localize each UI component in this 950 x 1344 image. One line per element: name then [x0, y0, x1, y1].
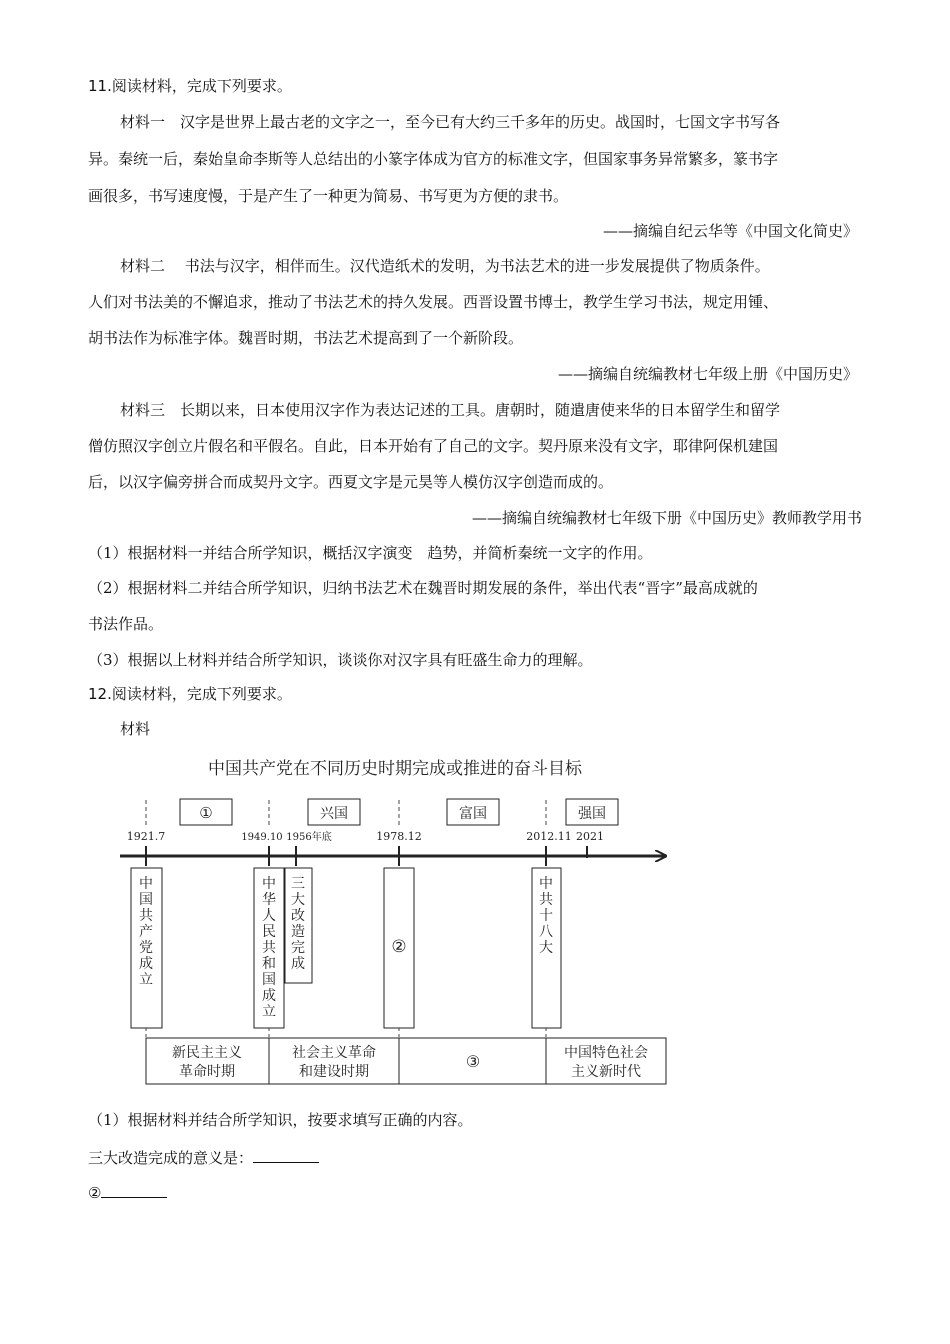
event-char: 十: [539, 908, 553, 924]
q11-m2-line-2: 人们对书法美的不懈追求，推动了书法艺术的持久发展。西晋设置书博士，教学生学习书法，规定用锺、: [88, 293, 779, 311]
q11-m1-line-1: 材料一 汉字是世界上最古老的文字之一，至今已有大约三千多年的历史。战国时，七国文字书写各: [120, 113, 781, 131]
q11-m3-line-1: 材料三 长期以来，日本使用汉字作为表达记述的工具。唐朝时，随遣唐使来华的日本留学生和留学: [120, 401, 781, 419]
event-label-1921: [139, 875, 153, 988]
q11-m1-line-3: 画很多，书写速度慢，于是产生了一种更为简易、书写更为方便的隶书。: [88, 187, 569, 205]
period-4-line-2: 主义新时代: [571, 1064, 641, 1080]
answer-blank-1[interactable]: [253, 1148, 319, 1163]
event-char: 立: [262, 1004, 276, 1020]
event-char: 国: [139, 892, 153, 908]
event-char: 中: [262, 876, 276, 892]
goal-label-3: 富国: [459, 806, 487, 822]
goal-label-1: ①: [199, 804, 213, 822]
event-char: 民: [262, 924, 276, 940]
period-2-line-1: 社会主义革命: [292, 1045, 376, 1061]
event-char: 造: [291, 924, 305, 940]
event-label-1956: [291, 876, 305, 972]
event-char: 完: [291, 940, 305, 956]
event-char: 成: [291, 956, 305, 972]
period-1-line-2: 革命时期: [179, 1064, 235, 1080]
q12-material-label: 材料: [120, 720, 151, 738]
event-char: 产: [139, 924, 153, 940]
q11-m2-line-1: 材料二 书法与汉字，相伴而生。汉代造纸术的发明，为书法艺术的进一步发展提供了物质条件。: [120, 257, 770, 275]
q11-m3-line-3: 后，以汉字偏旁拼合而成契丹文字。西夏文字是元昊等人模仿汉字创造而成的。: [88, 473, 614, 491]
event-char: 人: [262, 908, 276, 924]
timeline-figure: [0, 748, 950, 1093]
q12-number: 12.: [88, 685, 112, 703]
q11-sub3: （3）根据以上材料并结合所学知识，谈谈你对汉字具有旺盛生命力的理解。: [88, 651, 593, 669]
q12-fill-2-label: ②: [88, 1184, 102, 1202]
event-label-1978: ②: [391, 937, 407, 957]
q11-sub2-line-2: 书法作品。: [88, 615, 164, 633]
period-1-line-1: 新民主主义: [172, 1045, 242, 1061]
event-label-2012: [539, 875, 553, 956]
q11-m1-line-2: 异。秦统一后，秦始皇命李斯等人总结出的小篆字体成为官方的标准文字，但国家事务异常繁多，篆书字: [88, 150, 779, 168]
event-char: 三: [291, 876, 305, 892]
event-char: 国: [262, 972, 276, 988]
q11-m2-line-3: 胡书法作为标准字体。魏晋时期，书法艺术提高到了一个新阶段。: [88, 329, 524, 347]
event-char: 华: [262, 892, 276, 908]
event-char: 中: [539, 876, 553, 892]
period-4-line-1: 中国特色社会: [564, 1045, 648, 1061]
q12-sub1: （1）根据材料并结合所学知识，按要求填写正确的内容。: [88, 1111, 473, 1129]
event-char: 八: [539, 924, 553, 940]
event-char: 成: [139, 956, 153, 972]
period-2-line-2: 和建设时期: [299, 1064, 369, 1080]
date-1921: 1921.7: [126, 830, 166, 843]
q11-header: [88, 76, 292, 96]
q11-number: 11.: [88, 77, 112, 95]
q12-header: [88, 684, 292, 704]
q11-m3-line-2: 僧仿照汉字创立片假名和平假名。自此，日本开始有了自己的文字。契丹原来没有文字，耶律阿保机建国: [88, 437, 779, 455]
event-char: 党: [139, 940, 153, 956]
event-char: 中: [139, 876, 153, 892]
date-2012: 2012.11: [526, 830, 572, 843]
event-char: 共: [139, 908, 153, 924]
event-char: 共: [262, 940, 276, 956]
event-char: 和: [262, 956, 276, 972]
event-label-1949: [262, 875, 276, 1020]
goal-label-2: 兴国: [320, 806, 348, 822]
q11-sub1: （1）根据材料一并结合所学知识，概括汉字演变 趋势，并简析秦统一文字的作用。: [88, 544, 653, 562]
q12-fill-1: [88, 1148, 319, 1168]
q11-m3-source: ——摘编自统编教材七年级下册《中国历史》教师教学用书: [471, 509, 862, 527]
event-char: 立: [139, 972, 153, 988]
q11-prompt: 阅读材料，完成下列要求。: [111, 77, 292, 95]
event-char: 改: [291, 908, 305, 924]
date-1949: 1949.10: [241, 832, 283, 843]
q11-sub2-line-1: （2）根据材料二并结合所学知识，归纳书法艺术在魏晋时期发展的条件，举出代表“晋字”最高成就的: [88, 579, 758, 597]
answer-blank-2[interactable]: [101, 1183, 167, 1198]
period-3-label: ③: [465, 1052, 481, 1071]
q11-m1-source: ——摘编自纪云华等《中国文化简史》: [602, 222, 858, 240]
event-char: 成: [262, 988, 276, 1004]
goal-label-4: 强国: [578, 806, 606, 822]
date-2021: 2021: [576, 830, 604, 843]
event-char: 大: [539, 940, 553, 956]
q12-prompt: 阅读材料，完成下列要求。: [111, 685, 292, 703]
q11-m2-source: ——摘编自统编教材七年级上册《中国历史》: [557, 365, 858, 383]
event-char: 共: [539, 892, 553, 908]
q12-fill-1-label: 三大改造完成的意义是：: [88, 1149, 254, 1167]
date-1956: 1956年底: [286, 832, 332, 843]
timeline-title: 中国共产党在不同历史时期完成或推进的奋斗目标: [208, 759, 582, 779]
date-1978: 1978.12: [376, 830, 422, 843]
event-char: 大: [291, 892, 305, 908]
q12-fill-2: [88, 1183, 167, 1203]
